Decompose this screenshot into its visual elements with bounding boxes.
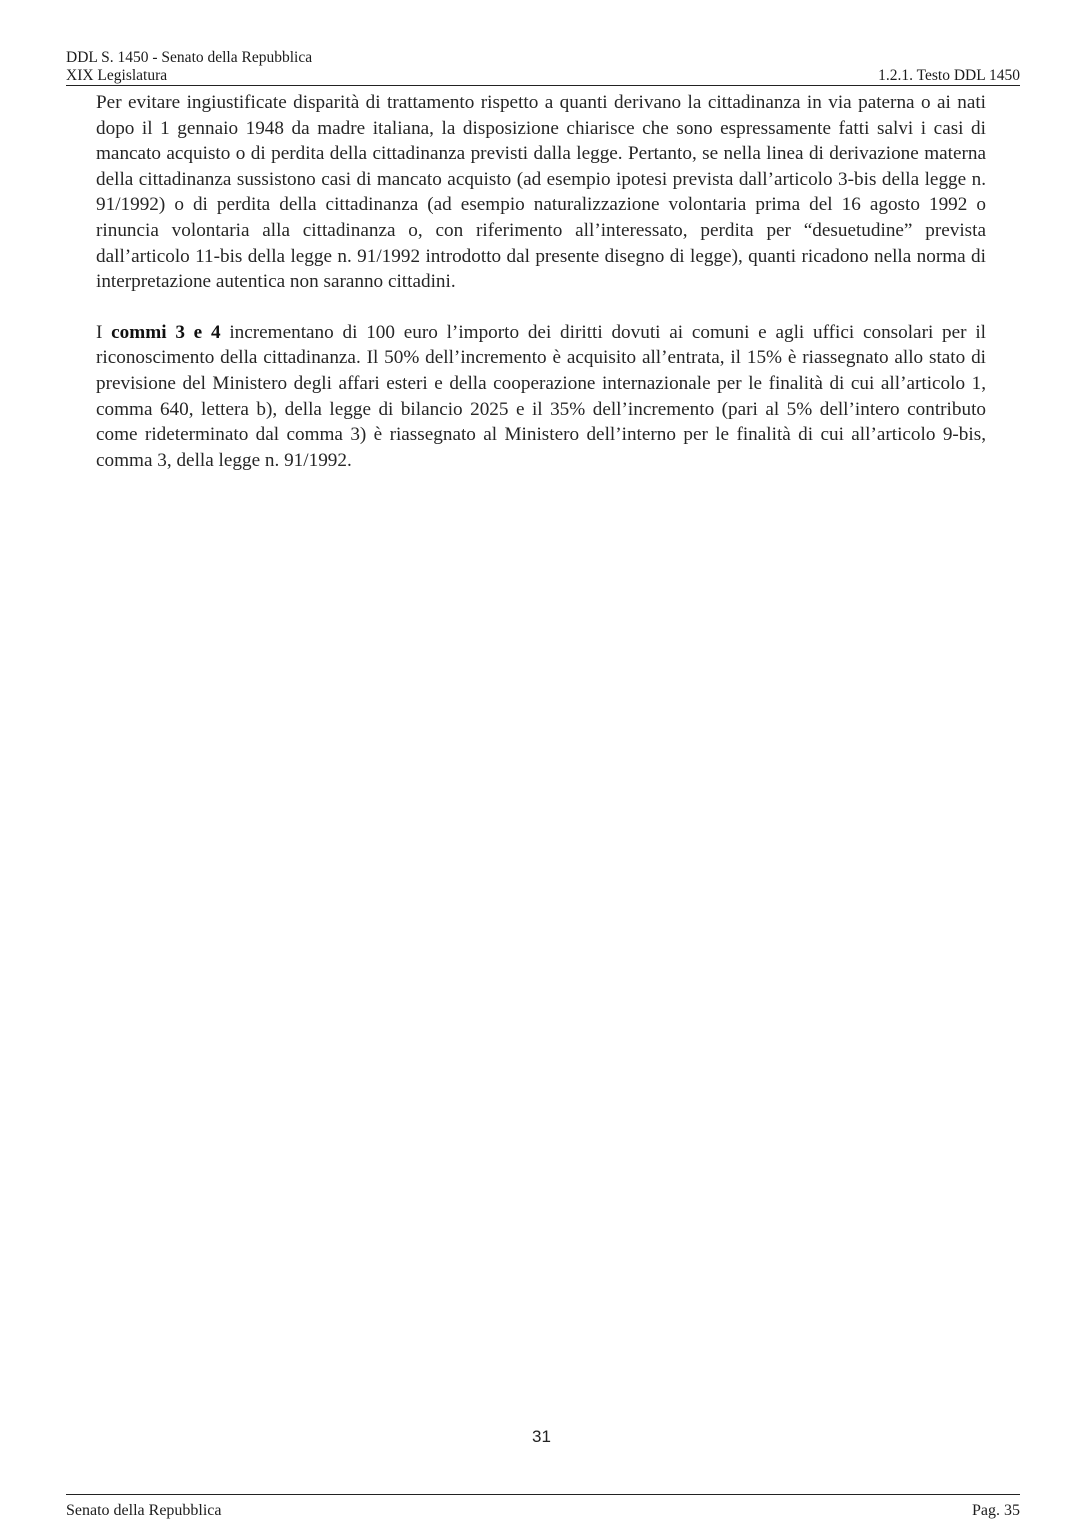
header-legislature: XIX Legislatura <box>66 67 168 84</box>
footer-institution: Senato della Repubblica <box>66 1502 222 1519</box>
paragraph-2-prefix: I <box>96 321 112 343</box>
paragraph-1: Per evitare ingiustificate disparità di trattamento rispetto a quanti derivano la cittadinanza in via paterna o ai nati dopo il 1 gennaio 1948 da madre italiana, la disposizione chiarisce che sono espressamente fatti salvi i casi di mancato acquisto o di perdita della cittadinanza previsti dalla legge. Pertanto, se nella linea di derivazione materna della cittadinanza sussistono casi di mancato acquisto (ad esempio ipotesi prevista dall’articolo 3-bis della legge n. 91/1992) o di perdita della cittadinanza (ad esempio naturalizzazione volontaria prima del 16 agosto 1992 o rinuncia volontaria alla cittadinanza o, con riferimento all’interessato, perdita per “desuetudine” prevista dall’articolo 11-bis della legge n. 91/1992 introdotto dal presente disegno di legge), quanti ricadono nella norma di interpretazione autentica non saranno cittadini. <box>96 92 986 293</box>
paragraph-2 <box>96 320 986 474</box>
page-header <box>66 48 1020 86</box>
page-footer <box>66 1494 1020 1521</box>
footer-page: Pag. 35 <box>972 1502 1020 1519</box>
document-body <box>96 90 986 473</box>
paragraph-2-text: incrementano di 100 euro l’importo dei diritti dovuti ai comuni e agli uffici consolari per il riconoscimento della cittadinanza. Il 50% dell’incremento è acquisito all’entrata, il 15% è riassegnato allo stato di previsione del Ministero degli affari esteri e della cooperazione internazionale per le finalità di cui all’articolo 1, comma 640, lettera b), della legge di bilancio 2025 e il 35% dell’incremento (pari al 5% dell’intero contributo come rideterminato dal comma 3) è riassegnato al Ministero dell’interno per le finalità di cui all’articolo 9-bis, comma 3, della legge n. 91/1992. <box>96 321 986 471</box>
paragraph-2-bold: commi 3 e 4 <box>111 321 221 343</box>
header-section: 1.2.1. Testo DDL 1450 <box>878 67 1020 84</box>
page-number: 31 <box>532 1427 551 1446</box>
header-rule-line <box>66 67 1020 86</box>
header-document-title: DDL S. 1450 - Senato della Repubblica <box>66 49 313 66</box>
